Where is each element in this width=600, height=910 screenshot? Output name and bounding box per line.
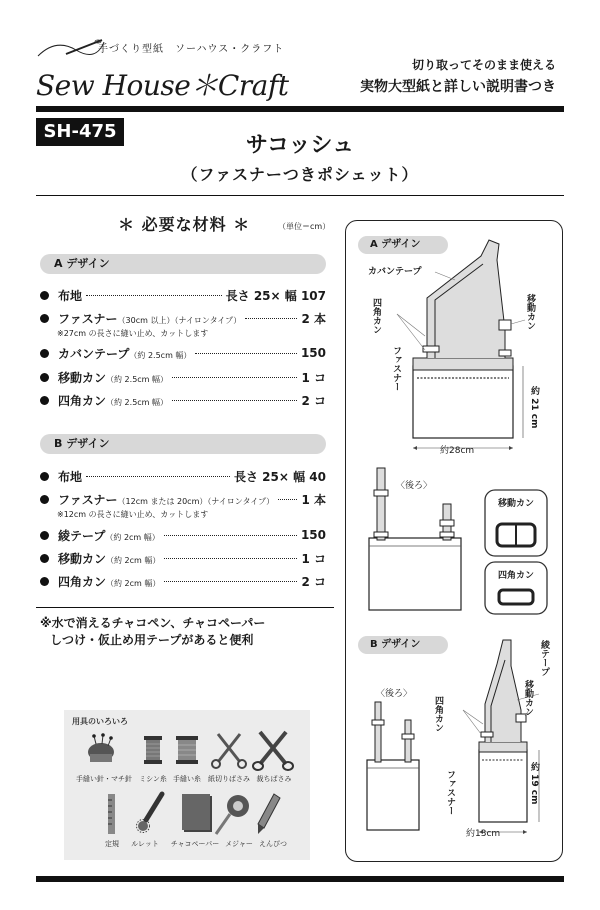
label-height-b: 約 19 cm: [529, 762, 539, 805]
materials-divider: [36, 607, 334, 608]
material-name: 移動カン（約 2cm 幅）: [58, 551, 161, 566]
tool-label: チャコペーパー: [170, 840, 220, 848]
bullet-icon: [40, 349, 49, 358]
materials-heading: ＊ 必要な材料 ＊: [118, 215, 251, 234]
material-name: ファスナー（30cm 以上）（ナイロンタイプ）: [58, 311, 242, 326]
tools-illustrations: [64, 710, 310, 860]
material-qty: 2 本: [301, 311, 326, 326]
material-row: [40, 572, 326, 590]
tool-label: ミシン糸: [139, 775, 167, 783]
label-strap-b: 綾テープ: [539, 640, 549, 676]
material-row: [40, 368, 326, 386]
tool-label: えんぴつ: [259, 840, 287, 848]
bullet-icon: [40, 554, 49, 563]
page-subtitle: （ファスナーつきポシェット）: [181, 165, 419, 184]
bag-b-back: [367, 702, 419, 830]
material-name: 綾テープ（約 2cm 幅）: [58, 528, 160, 543]
label-back-b: 〈後ろ〉: [376, 689, 413, 699]
material-qty: 2 コ: [301, 393, 326, 408]
hand-thread-icon: [176, 736, 198, 764]
product-code-badge: SH-475: [36, 118, 124, 146]
material-qty: 150: [300, 528, 326, 542]
material-row: [40, 286, 326, 304]
diagram-b-label: B デザイン: [358, 636, 448, 654]
leader-dots: [86, 476, 230, 477]
bullet-icon: [40, 495, 49, 504]
bullet-icon: [40, 531, 49, 540]
fabric-shears-icon: [253, 732, 293, 770]
footer-divider: [36, 876, 564, 882]
material-qty: 2 コ: [301, 574, 326, 589]
material-name: 四角カン（約 2.5cm 幅）: [58, 393, 169, 408]
leader-dots: [195, 353, 297, 354]
tool-label: ルレット: [131, 840, 159, 848]
diagram-a-label: A デザイン: [358, 236, 448, 254]
chaco-paper-icon: [182, 794, 212, 832]
tagline-1: 切り取ってそのまま使える: [411, 58, 556, 72]
bullet-icon: [40, 396, 49, 405]
material-note: ※27cm の長さに縫い止め、カットします: [57, 329, 209, 338]
bullet-icon: [40, 291, 49, 300]
label-width-b: 約13cm: [466, 829, 501, 839]
header-divider: [36, 106, 564, 112]
tracing-wheel-icon: [137, 794, 163, 833]
bullet-icon: [40, 373, 49, 382]
paper-scissors-icon: [212, 734, 246, 768]
bullet-icon: [40, 472, 49, 481]
label-adjuster: 移動カン: [525, 294, 535, 330]
tools-panel: [64, 710, 310, 860]
material-row: [40, 526, 326, 544]
unit-note: （単位＝cm）: [278, 222, 331, 231]
label-height-a: 約 21 cm: [529, 386, 539, 429]
tagline-2: 実物大型紙と詳しい説明書つき: [360, 79, 556, 95]
label-back-a: 〈後ろ〉: [396, 481, 433, 491]
label-square-ring: 四角カン: [371, 298, 381, 334]
hardware-adjuster-label: 移動カン: [498, 499, 535, 509]
material-row: [40, 490, 326, 508]
tool-label: 手縫い糸: [173, 775, 201, 783]
tools-title: 用具のいろいろ: [72, 717, 128, 726]
material-name: 布地: [58, 469, 83, 484]
ruler-icon: [108, 794, 115, 834]
bullet-icon: [40, 314, 49, 323]
machine-thread-icon: [144, 736, 162, 764]
material-name: カバンテープ（約 2.5cm 幅）: [58, 346, 192, 361]
material-row: [40, 309, 326, 327]
material-name: 移動カン（約 2.5cm 幅）: [58, 370, 169, 385]
leader-dots: [245, 318, 297, 319]
pencil-icon: [258, 794, 280, 834]
label-square-ring-b: 四角カン: [433, 696, 443, 732]
tool-label: 手縫い針・マチ針: [76, 775, 132, 783]
material-qty: 長さ 25× 幅 40: [234, 469, 326, 484]
label-width-a: 約28cm: [440, 446, 475, 456]
label-zipper: ファスナー: [391, 346, 401, 391]
leader-dots: [278, 499, 297, 500]
material-qty: 1 コ: [301, 551, 326, 566]
tool-label: 定規: [105, 840, 119, 848]
bag-b-front: [463, 640, 539, 834]
footnote-line-2: しつけ・仮止め用テープがあると便利: [50, 633, 254, 647]
tool-label: メジャー: [225, 840, 253, 848]
material-row: [40, 467, 326, 485]
material-qty: 1 コ: [301, 370, 326, 385]
bullet-icon: [40, 577, 49, 586]
leader-dots: [172, 400, 297, 401]
material-name: ファスナー（12cm または 20cm）（ナイロンタイプ）: [58, 492, 275, 507]
brand-logo: [36, 36, 289, 106]
tool-label: 裁ちばさみ: [256, 775, 292, 783]
title-divider: [36, 195, 564, 196]
material-qty: 1 本: [301, 492, 326, 507]
material-qty: 長さ 25× 幅 107: [225, 288, 326, 303]
leader-dots: [86, 295, 222, 296]
measuring-tape-icon: [216, 795, 249, 834]
leader-dots: [164, 581, 297, 582]
tool-label: 紙切りばさみ: [208, 775, 250, 783]
material-row: [40, 391, 326, 409]
label-adjuster-b: 移動カン: [523, 680, 533, 716]
leader-dots: [164, 535, 297, 536]
design-a-label: A デザイン: [40, 254, 326, 274]
brand-subtitle: 手づくり型紙 ソーハウス・クラフト: [98, 44, 285, 55]
label-strap: カバンテープ: [368, 267, 422, 277]
needle-thread-icon: [36, 36, 106, 62]
material-note: ※12cm の長さに縫い止め、カットします: [57, 510, 209, 519]
material-name: 布地: [58, 288, 83, 303]
design-b-label: B デザイン: [40, 434, 326, 454]
material-row: [40, 549, 326, 567]
leader-dots: [164, 558, 297, 559]
page-title: サコッシュ: [245, 133, 355, 158]
footnote-line-1: ※水で消えるチャコペン、チャコペーパー: [40, 616, 266, 630]
material-name: 四角カン（約 2cm 幅）: [58, 574, 161, 589]
material-qty: 150: [300, 346, 326, 360]
leader-dots: [172, 377, 297, 378]
brand-name: Sew House＊Craft: [36, 69, 289, 102]
pincushion-icon: [88, 733, 114, 762]
material-row: [40, 344, 326, 362]
label-zipper-b: ファスナー: [445, 770, 455, 815]
hardware-square-label: 四角カン: [498, 571, 535, 581]
